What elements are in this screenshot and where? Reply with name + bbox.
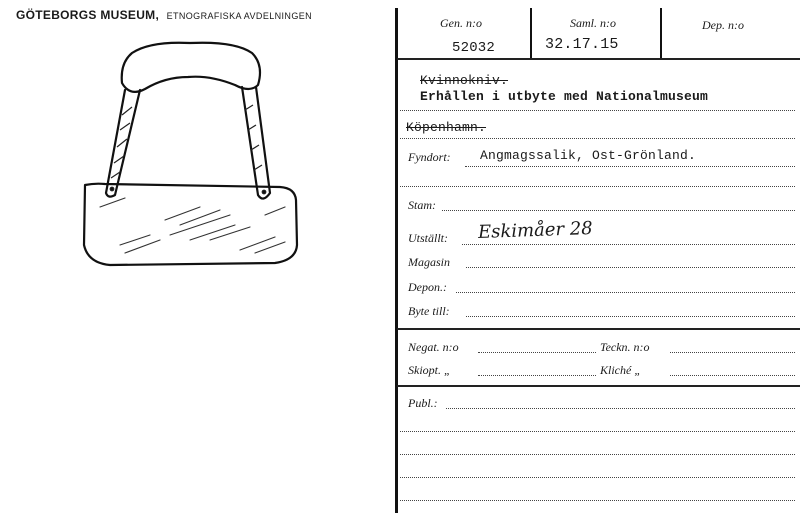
description-dotted-line-2 [400, 138, 795, 139]
description-dotted-line-1 [400, 110, 795, 111]
publ-blank-line-3 [400, 477, 795, 478]
right-handle-arm [242, 87, 270, 199]
stam-dotted-line [442, 210, 795, 211]
description-line-3: Köpenhamn. [406, 120, 487, 135]
form-left-border [395, 8, 398, 513]
knife-drawing [70, 35, 310, 275]
publ-blank-line-2 [400, 454, 795, 455]
saml-no-value: 32.17.15 [545, 36, 619, 53]
fields-separator-line [397, 328, 800, 330]
department-name: ETNOGRAFISKA AVDELNINGEN [166, 11, 313, 21]
blade-outline [84, 184, 297, 265]
utstallt-value: Eskimåer 28 [477, 218, 594, 243]
top-row-bottom-line [397, 58, 800, 60]
teckn-no-label: Teckn. n:o [600, 340, 650, 354]
top-divider-2 [660, 8, 662, 58]
utstallt-dotted-line [462, 244, 795, 245]
negat-dotted-line [478, 352, 596, 353]
publ-blank-line-4 [400, 500, 795, 501]
skiopt-label: Skiopt. „ [408, 363, 451, 377]
utstallt-label: Utställt: [408, 231, 449, 245]
stam-label: Stam: [408, 198, 436, 212]
byte-till-dotted-line [466, 316, 795, 317]
magasin-dotted-line [466, 267, 795, 268]
kliche-label: Kliché „ [600, 363, 641, 377]
publ-label: Publ.: [408, 396, 438, 410]
dep-no-label: Dep. n:o [702, 18, 744, 32]
card-header [16, 6, 312, 24]
description-line-1: Kvinnokniv. [420, 73, 509, 88]
byte-till-label: Byte till: [408, 304, 450, 318]
top-divider-1 [530, 8, 532, 58]
magasin-label: Magasin [408, 255, 450, 269]
saml-no-label: Saml. n:o [570, 16, 616, 30]
museum-name: GÖTEBORGS MUSEUM, [16, 8, 160, 22]
publ-blank-line-1 [400, 431, 795, 432]
left-handle-arm [106, 90, 140, 197]
gen-no-value: 52032 [452, 40, 496, 56]
gen-no-label: Gen. n:o [440, 16, 482, 30]
fyndort-value: Angmagssalik, Ost-Grönland. [480, 148, 697, 163]
blank-dotted-line-1 [400, 186, 795, 187]
fyndort-dotted-line [465, 166, 795, 167]
publ-dotted-line [446, 408, 795, 409]
depon-label: Depon.: [408, 280, 447, 294]
publ-separator-line [397, 385, 800, 387]
depon-dotted-line [456, 292, 795, 293]
description-line-2: Erhållen i utbyte med Nationalmuseum [420, 89, 709, 104]
skiopt-dotted-line [478, 375, 596, 376]
kliche-dotted-line [670, 375, 795, 376]
negat-no-label: Negat. n:o [408, 340, 459, 354]
teckn-dotted-line [670, 352, 795, 353]
fyndort-label: Fyndort: [408, 150, 451, 164]
handle-grip [122, 43, 260, 92]
